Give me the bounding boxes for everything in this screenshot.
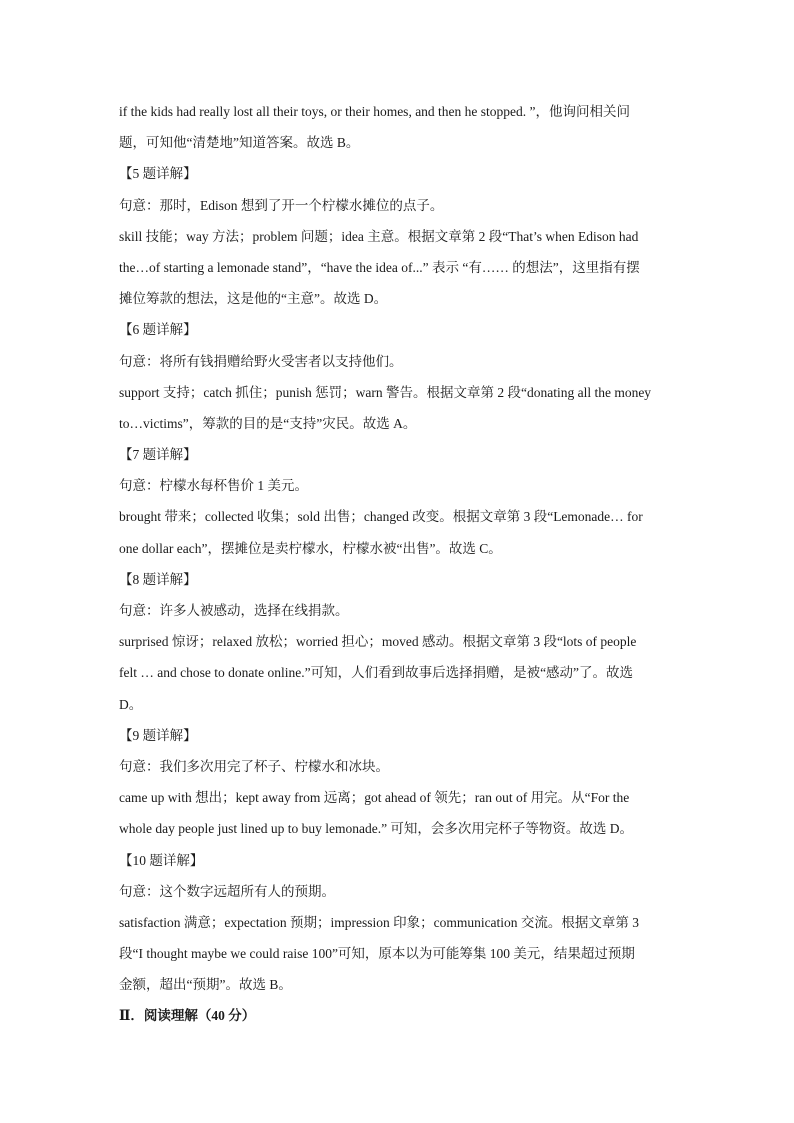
- question-heading: 【7 题详解】: [119, 447, 197, 463]
- document-page: [119, 96, 679, 1032]
- paragraph-line: 句意：这个数字远超所有人的预期。: [119, 883, 335, 899]
- paragraph-line: satisfaction 满意；expectation 预期；impression 印象；communication 交流。根据文章第 3: [119, 914, 640, 930]
- paragraph-line: 句意：那时，Edison 想到了开一个柠檬水摊位的点子。: [119, 197, 444, 213]
- paragraph-line: brought 带来；collected 收集；sold 出售；changed 改变。根据文章第 3 段“Lemonade… for: [119, 509, 643, 525]
- paragraph-line: surprised 惊讶；relaxed 放松；worried 担心；moved 感动。根据文章第 3 段“lots of people: [119, 634, 637, 650]
- paragraph-line: 金额，超出“预期”。故选 B。: [119, 977, 292, 993]
- paragraph-line: 段“I thought maybe we could raise 100”可知，原本以为可能筹集 100 美元，结果超过预期: [119, 946, 635, 962]
- paragraph-line: felt … and chose to donate online.”可知，人们看到故事后选择捐赠，是被“感动”了。故选: [119, 665, 634, 681]
- paragraph-line: 题，可知他“清楚地”知道答案。故选 B。: [119, 135, 360, 151]
- question-heading: 【10 题详解】: [119, 852, 204, 868]
- question-heading: 【8 题详解】: [119, 571, 197, 587]
- question-heading: 【9 题详解】: [119, 727, 197, 743]
- paragraph-line: skill 技能；way 方法；problem 问题；idea 主意。根据文章第 2 段“That’s when Edison had: [119, 228, 639, 244]
- paragraph-line: 句意：柠檬水每杯售价 1 美元。: [119, 478, 308, 494]
- paragraph-line: D。: [119, 696, 143, 712]
- paragraph-line: one dollar each”，摆摊位是卖柠檬水，柠檬水被“出售”。故选 C。: [119, 540, 502, 556]
- paragraph-line: the…of starting a lemonade stand”，“have the idea of...” 表示 “有…… 的想法”，这里指有摆: [119, 259, 640, 275]
- paragraph-line: if the kids had really lost all their toys, or their homes, and then he stopped. ”，他询问相关问: [119, 104, 631, 119]
- paragraph-line: support 支持；catch 抓住；punish 惩罚；warn 警告。根据文章第 2 段“donating all the money: [119, 384, 652, 400]
- paragraph-line: whole day people just lined up to buy lemonade.” 可知，会多次用完杯子等物资。故选 D。: [119, 821, 634, 837]
- paragraph-line: 句意：将所有钱捐赠给野火受害者以支持他们。: [119, 353, 403, 369]
- question-heading: 【6 题详解】: [119, 322, 197, 338]
- paragraph-line: 摊位筹款的想法，这是他的“主意”。故选 D。: [119, 291, 388, 307]
- paragraph-line: 句意：许多人被感动，选择在线捐款。: [119, 603, 349, 618]
- question-heading: 【5 题详解】: [119, 166, 197, 182]
- section-heading: Ⅱ．阅读理解（40 分）: [119, 1008, 256, 1024]
- paragraph-line: came up with 想出；kept away from 远离；got ahead of 领先；ran out of 用完。从“For the: [119, 790, 630, 806]
- paragraph-line: to…victims”，筹款的目的是“支持”灾民。故选 A。: [119, 415, 417, 431]
- paragraph-line: 句意：我们多次用完了杯子、柠檬水和冰块。: [119, 758, 389, 774]
